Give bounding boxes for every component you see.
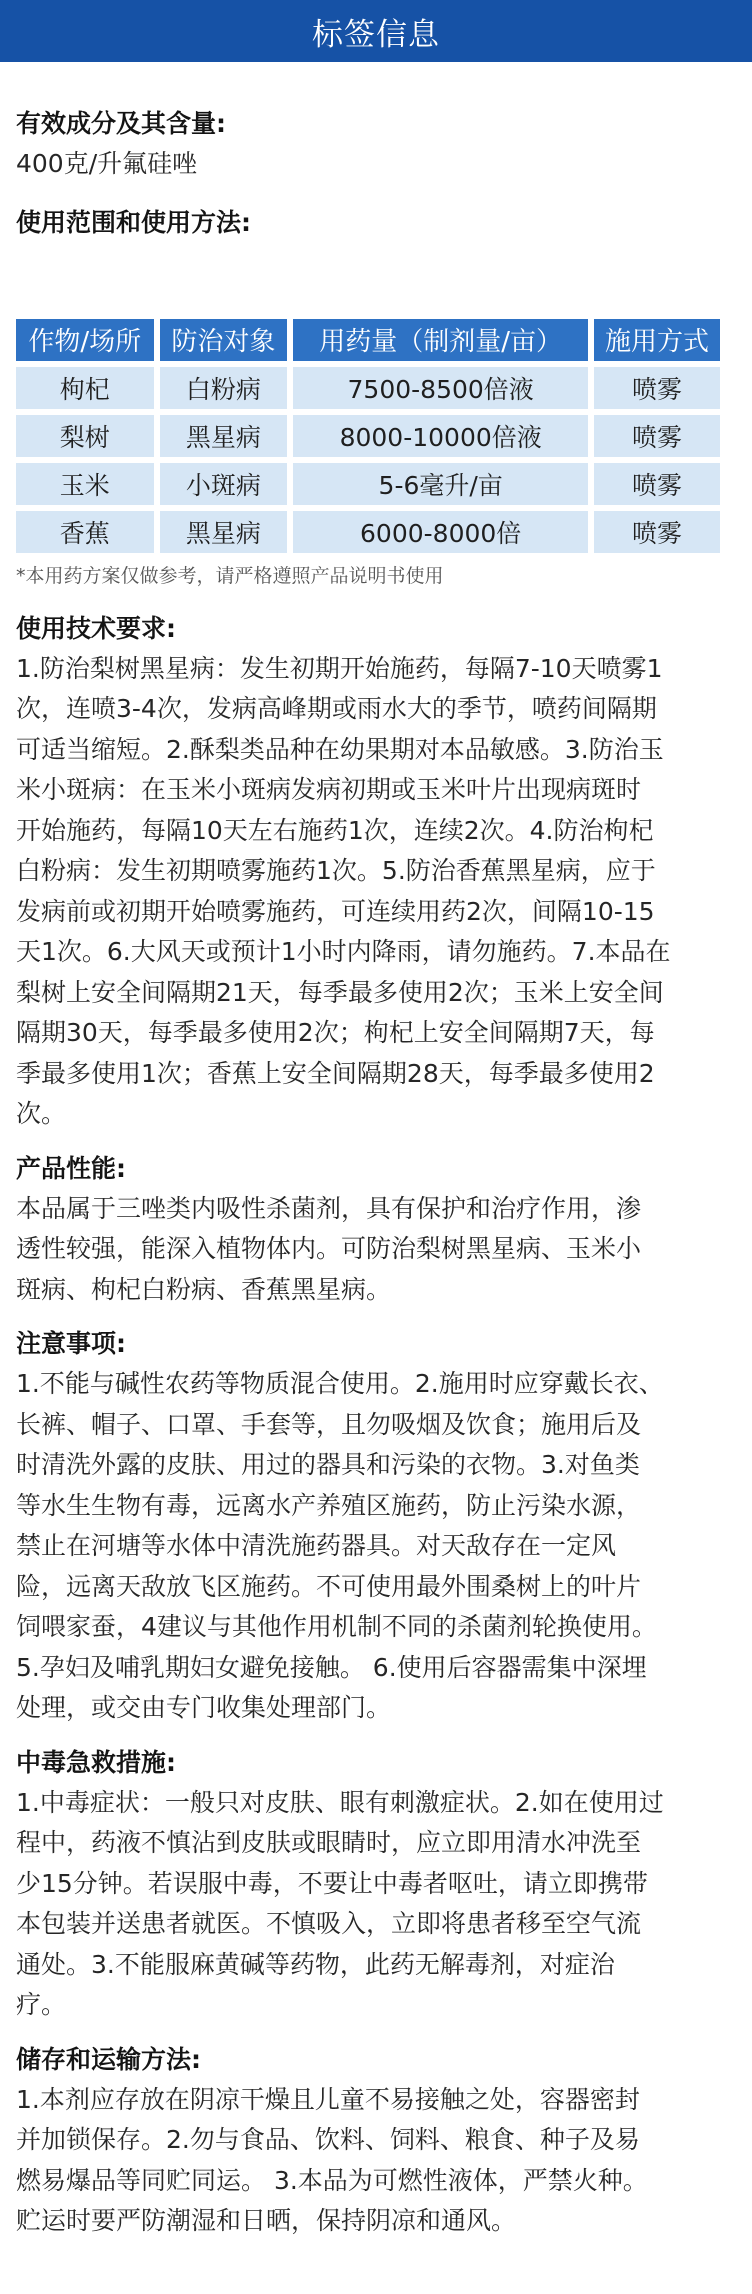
text-line: 本包装并送患者就医。不慎吸入，立即将患者移至空气流: [16, 1909, 642, 1938]
cell-target: 白粉病: [160, 367, 288, 409]
text-line: 斑病、枸杞白粉病、香蕉黑星病。: [16, 1274, 392, 1304]
text-line: 等水生生物有毒，远离水产养殖区施药，防止污染水源，: [16, 1490, 642, 1520]
usage-title: 使用范围和使用方法:: [16, 207, 251, 237]
cell-method: 喷雾: [594, 511, 720, 553]
cell-dosage: 8000-10000倍液: [293, 415, 588, 457]
cell-dosage: 6000-8000倍: [293, 511, 588, 553]
ingredient-section: [16, 104, 736, 185]
text-line: 隔期30天，每季最多使用2次；枸杞上安全间隔期7天，每: [16, 1018, 655, 1047]
technical-section: [16, 609, 736, 1135]
technical-text: [16, 649, 736, 1135]
firstaid-section: [16, 1743, 736, 2026]
text-line: 次。: [16, 1099, 67, 1128]
text-line: 开始施药，每隔10天左右施药1次，连续2次。4.防治枸杞: [16, 815, 654, 845]
text-line: 程中，药液不慎沾到皮肤或眼睛时，应立即用清水冲洗至: [16, 1828, 642, 1857]
table-row: [16, 415, 720, 457]
text-line: 天1次。6.大风天或预计1小时内降雨，请勿施药。7.本品在: [16, 937, 671, 966]
text-line: 燃易爆品等同贮同运。 3.本品为可燃性液体，严禁火种。: [16, 2165, 648, 2195]
label-content: [0, 104, 752, 2242]
text-line: 发病前或初期开始喷雾施药，可连续用药2次，间隔10-15: [16, 896, 655, 926]
text-line: 1.防治梨树黑星病：发生初期开始施药，每隔7-10天喷雾1: [16, 653, 663, 683]
table-row: [16, 367, 720, 409]
cell-target: 小斑病: [160, 463, 288, 505]
col-crop-header: 作物/场所: [16, 319, 154, 361]
usage-note: *本用药方案仅做参考，请严格遵照产品说明书使用: [16, 564, 444, 587]
text-line: 1.本剂应存放在阴凉干燥且儿童不易接触之处，容器密封: [16, 2084, 640, 2114]
text-line: 可适当缩短。2.酥梨类品种在幼果期对本品敏感。3.防治玉: [16, 734, 664, 764]
cell-crop: 梨树: [16, 415, 154, 457]
usage-section: [16, 203, 736, 591]
text-line: 米小斑病：在玉米小斑病发病初期或玉米叶片出现病斑时: [16, 775, 642, 804]
text-line: 次，连喷3-4次，发病高峰期或雨水大的季节，喷药间隔期: [16, 694, 657, 723]
text-line: 长裤、帽子、口罩、手套等，且勿吸烟及饮食；施用后及: [16, 1409, 642, 1439]
cell-target: 黑星病: [160, 415, 288, 457]
ingredient-value: 400克/升氟硅唑: [16, 149, 198, 178]
text-line: 梨树上安全间隔期21天，每季最多使用2次；玉米上安全间: [16, 977, 664, 1007]
page-title: 标签信息: [312, 16, 440, 53]
usage-table: [10, 313, 726, 559]
cell-method: 喷雾: [594, 463, 720, 505]
col-target-header: 防治对象: [160, 319, 288, 361]
text-line: 饲喂家蚕，4建议与其他作用机制不同的杀菌剂轮换使用。: [16, 1612, 657, 1641]
text-line: 透性较强，能深入植物体内。可防治梨树黑星病、玉米小: [16, 1234, 642, 1263]
col-dosage-header: 用药量（制剂量/亩）: [293, 319, 588, 361]
table-header-row: [16, 319, 720, 361]
text-line: 疗。: [16, 1990, 67, 2019]
text-line: 1.中毒症状：一般只对皮肤、眼有刺激症状。2.如在使用过: [16, 1787, 664, 1817]
text-line: 贮运时要严防潮湿和日晒，保持阴凉和通风。: [16, 2206, 517, 2235]
usage-table-wrap: [16, 313, 736, 559]
text-line: 本品属于三唑类内吸性杀菌剂，具有保护和治疗作用，渗: [16, 1193, 642, 1223]
firstaid-text: [16, 1783, 736, 2026]
performance-section: [16, 1149, 736, 1311]
storage-section: [16, 2040, 736, 2242]
firstaid-title: 中毒急救措施:: [16, 1747, 176, 1777]
text-line: 并加锁保存。2.勿与食品、饮料、饲料、粮食、种子及易: [16, 2125, 640, 2154]
cell-dosage: 7500-8500倍液: [293, 367, 588, 409]
cell-crop: 枸杞: [16, 367, 154, 409]
storage-text: [16, 2080, 736, 2242]
text-line: 处理，或交由专门收集处理部门。: [16, 1693, 392, 1722]
precautions-section: [16, 1324, 736, 1729]
text-line: 白粉病：发生初期喷雾施药1次。5.防治香蕉黑星病，应于: [16, 856, 656, 885]
text-line: 1.不能与碱性农药等物质混合使用。2.施用时应穿戴长衣、: [16, 1369, 664, 1398]
ingredient-title: 有效成分及其含量:: [16, 109, 226, 138]
text-line: 通处。3.不能服麻黄碱等药物，此药无解毒剂，对症治: [16, 1949, 615, 1979]
text-line: 5.孕妇及哺乳期妇女避免接触。 6.使用后容器需集中深埋: [16, 1652, 647, 1682]
performance-text: [16, 1189, 736, 1311]
performance-title: 产品性能:: [16, 1153, 126, 1183]
precautions-text: [16, 1364, 736, 1729]
storage-title: 储存和运输方法:: [16, 2044, 201, 2074]
page-header: [0, 0, 752, 62]
table-row: [16, 463, 720, 505]
cell-target: 黑星病: [160, 511, 288, 553]
cell-method: 喷雾: [594, 415, 720, 457]
cell-crop: 香蕉: [16, 511, 154, 553]
text-line: 禁止在河塘等水体中清洗施药器具。对天敌存在一定风: [16, 1531, 617, 1560]
text-line: 险，远离天敌放飞区施药。不可使用最外围桑树上的叶片: [16, 1571, 642, 1601]
text-line: 季最多使用1次；香蕉上安全间隔期28天，每季最多使用2: [16, 1058, 655, 1088]
col-method-header: 施用方式: [594, 319, 720, 361]
text-line: 少15分钟。若误服中毒，不要让中毒者呕吐，请立即携带: [16, 1868, 648, 1898]
precautions-title: 注意事项:: [16, 1329, 126, 1358]
technical-title: 使用技术要求:: [16, 613, 176, 643]
cell-method: 喷雾: [594, 367, 720, 409]
cell-crop: 玉米: [16, 463, 154, 505]
cell-dosage: 5-6毫升/亩: [293, 463, 588, 505]
table-row: [16, 511, 720, 553]
text-line: 时清洗外露的皮肤、用过的器具和污染的衣物。3.对鱼类: [16, 1450, 640, 1479]
